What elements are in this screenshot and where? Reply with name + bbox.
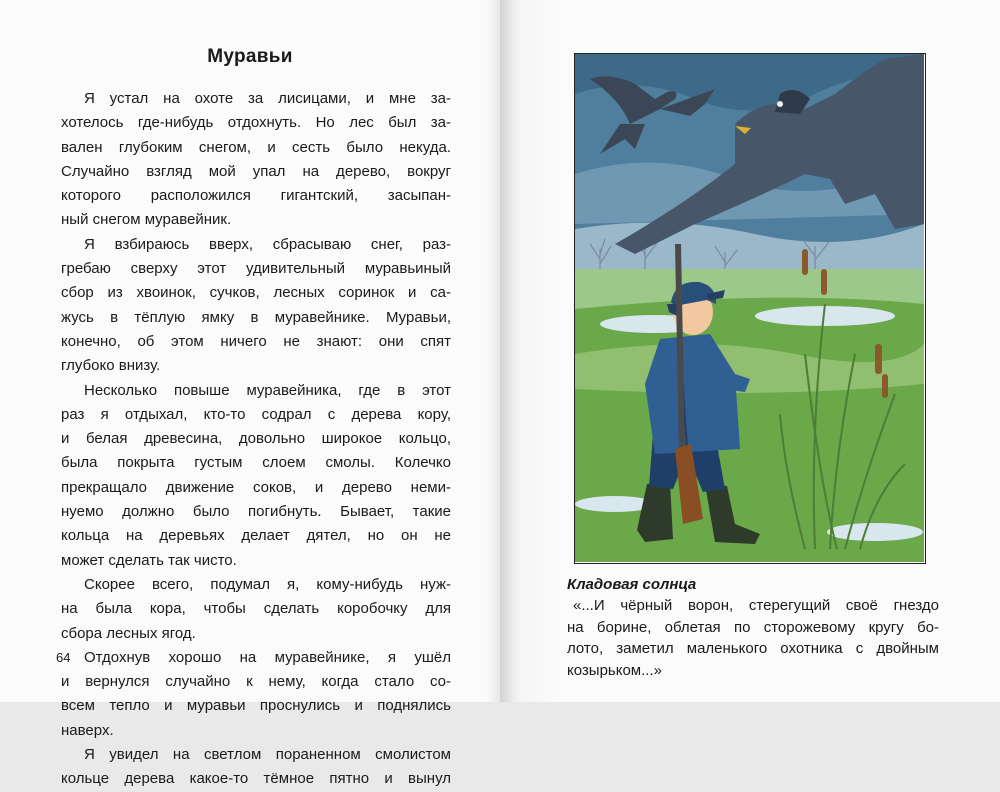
text-line: Я устал на охоте за лисицами, и мне за- bbox=[84, 90, 451, 107]
text-line: Случайно взгляд мой упал на дерево, вокруг bbox=[61, 162, 451, 180]
page-number: 64 bbox=[56, 650, 71, 665]
text-line: Несколько повыше муравейника, где в этот bbox=[84, 381, 451, 399]
text-line: кольца на деревьях делает дятел, но он не bbox=[61, 527, 451, 545]
text-line: вален глубоким снегом, и сесть было некуда. bbox=[61, 138, 451, 156]
text-line: Я увидел на светлом пораненном смолистом bbox=[84, 746, 451, 764]
paragraph bbox=[61, 646, 451, 743]
chapter-title: Муравьи bbox=[207, 46, 293, 67]
text-line: и белая древесина, довольно широкое кольцо, bbox=[61, 430, 451, 448]
text-line: которого расположился гигантский, засыпан- bbox=[61, 187, 451, 205]
text-line: на была кора, чтобы сделать коробочку для bbox=[61, 600, 451, 618]
illustration-crows-and-boy-hunter bbox=[574, 53, 926, 564]
text-line: наверх. bbox=[61, 721, 114, 739]
text-line: хотелось где-нибудь отдохнуть. Но лес был за- bbox=[61, 114, 451, 132]
text-line: Я взбираюсь вверх, сбрасываю снег, раз- bbox=[84, 235, 451, 253]
caption-title: Кладовая солнца bbox=[567, 576, 697, 593]
text-line: Скорее всего, подумал я, кому-нибудь нуж- bbox=[84, 575, 451, 593]
text-line: глубоко внизу. bbox=[61, 357, 161, 375]
paragraph bbox=[61, 573, 451, 646]
caption-line: на борине, облетая по сторожевому кругу бо- bbox=[567, 618, 939, 636]
text-line: жусь в тёплую ямку в муравейнике. Муравьи, bbox=[61, 308, 451, 326]
text-line: нуемо должно было погибнуть. Бывает, такие bbox=[61, 503, 451, 521]
text-line: сбор из хвоинок, сучков, лесных соринок и са- bbox=[61, 284, 451, 302]
paragraph bbox=[61, 233, 451, 379]
text-line: и вернулся случайно к нему, когда стало со- bbox=[61, 673, 451, 691]
caption-line: «...И чёрный ворон, стерегущий своё гнездо bbox=[573, 597, 939, 614]
text-line: раз я отдыхал, кто-то содрал с дерева кору, bbox=[61, 405, 451, 423]
paragraph bbox=[61, 379, 451, 573]
caption-line: лото, заметил маленького охотника с двойным bbox=[567, 640, 939, 657]
text-line: кольце дерева какое-то тёмное пятно и вынул bbox=[61, 770, 451, 788]
caption-quote bbox=[567, 595, 939, 681]
book-gutter bbox=[486, 0, 514, 702]
text-line: была покрыта густым слоем смолы. Колечко bbox=[61, 454, 451, 472]
text-line: Отдохнув хорошо на муравейнике, я ушёл bbox=[84, 648, 451, 666]
text-line: гребаю сверху этот удивительный муравьиный bbox=[61, 260, 451, 278]
caption-line: козырьком...» bbox=[567, 661, 662, 679]
text-line: сбора лесных ягод. bbox=[61, 624, 196, 642]
paragraph bbox=[61, 743, 451, 792]
story-text bbox=[61, 87, 451, 792]
text-line: может сделать так чисто. bbox=[61, 551, 237, 569]
text-line: конечно, об этом ничего не знают: они спят bbox=[61, 332, 451, 350]
text-line: ный снегом муравейник. bbox=[61, 211, 232, 229]
text-line: всем тепло и муравьи проснулись и поднялись bbox=[61, 697, 451, 715]
text-line: прекращало движение соков, и дерево неми- bbox=[61, 478, 451, 496]
paragraph bbox=[61, 87, 451, 233]
